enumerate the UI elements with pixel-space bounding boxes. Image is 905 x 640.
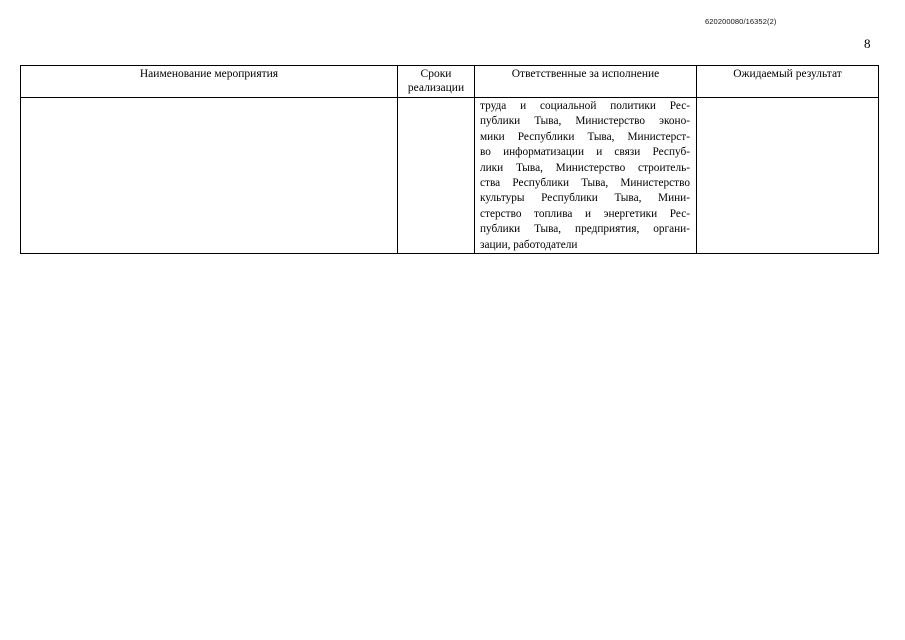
column-header-deadline-label: Сроки реализации bbox=[407, 68, 465, 94]
responsible-line: во информатизации и связи Респуб- bbox=[480, 146, 690, 159]
table-row bbox=[21, 98, 879, 254]
responsible-text bbox=[475, 98, 696, 253]
responsible-line: мики Республики Тыва, Министерст- bbox=[480, 130, 690, 143]
column-header-expected-result: Ожидаемый результат bbox=[697, 66, 879, 98]
measures-table bbox=[20, 65, 879, 254]
cell-deadline bbox=[398, 98, 475, 254]
responsible-line: культуры Республики Тыва, Мини- bbox=[480, 192, 690, 205]
column-header-responsible: Ответственные за исполнение bbox=[475, 66, 697, 98]
responsible-line: труда и социальной политики Рес- bbox=[480, 100, 690, 112]
column-header-event-name: Наименование мероприятия bbox=[21, 66, 398, 98]
responsible-line: публики Тыва, предприятия, органи- bbox=[480, 223, 690, 236]
cell-expected-result bbox=[697, 98, 879, 254]
table-header-row bbox=[21, 66, 879, 98]
column-header-deadline bbox=[398, 66, 475, 98]
cell-responsible bbox=[475, 98, 697, 254]
responsible-line: зации, работодатели bbox=[480, 238, 578, 251]
cell-event-name bbox=[21, 98, 398, 254]
responsible-line: лики Тыва, Министерство строитель- bbox=[480, 161, 690, 174]
responsible-line: ства Республики Тыва, Министерство bbox=[480, 177, 690, 190]
document-code: 620200080/16352(2) bbox=[705, 17, 777, 26]
page-number: 8 bbox=[864, 36, 871, 51]
responsible-line: стерство топлива и энергетики Рес- bbox=[480, 207, 690, 220]
responsible-line: публики Тыва, Министерство эконо- bbox=[480, 115, 690, 128]
